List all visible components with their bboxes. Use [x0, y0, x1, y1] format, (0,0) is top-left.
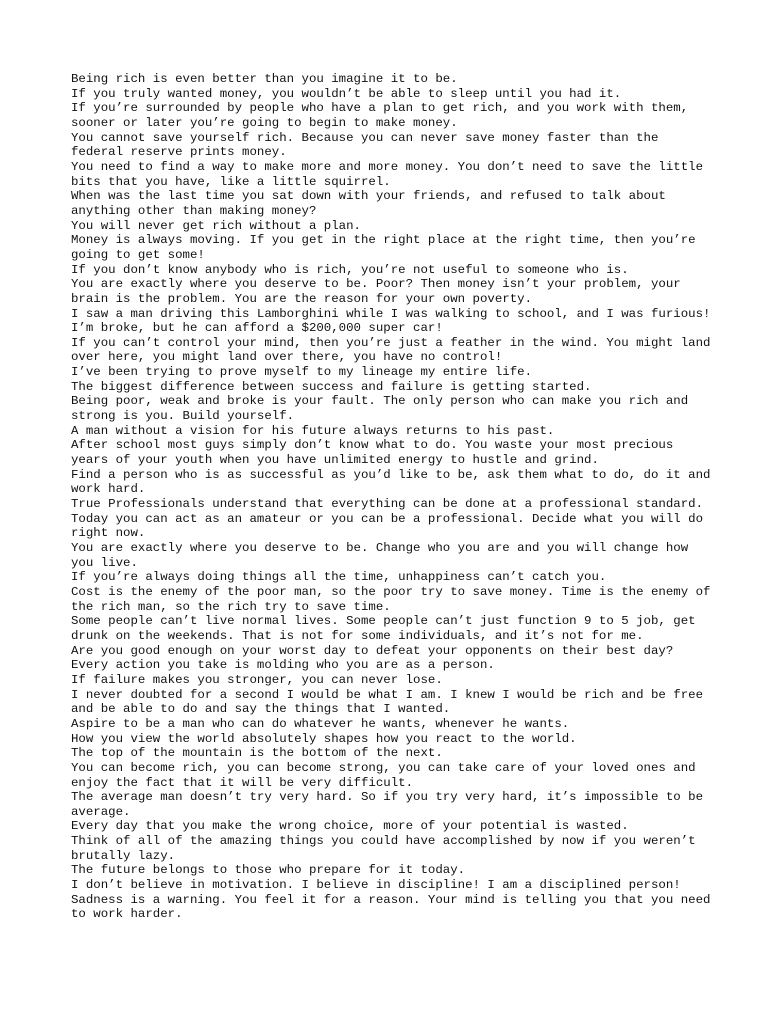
- document-body: [71, 72, 711, 922]
- quote-line: I saw a man driving this Lamborghini while I was walking to school, and I was furious! I’m broke, but he can afford a $200,000 super car!: [71, 306, 711, 336]
- quote-line: When was the last time you sat down with your friends, and refused to talk about anything other than making money?: [71, 189, 666, 218]
- quote-line: You are exactly where you deserve to be. Change who you are and you will change how you live.: [71, 541, 689, 570]
- quote-line: Money is always moving. If you get in the right place at the right time, then you’re going to get some!: [71, 233, 696, 262]
- quote-line: If you don’t know anybody who is rich, you’re not useful to someone who is.: [71, 262, 629, 277]
- quote-line: A man without a vision for his future always returns to his past.: [71, 423, 555, 438]
- quote-line: I never doubted for a second I would be what I am. I knew I would be rich and be free and be able to do and say the things that I wanted.: [71, 687, 704, 717]
- quote-line: Cost is the enemy of the poor man, so the poor try to save money. Time is the enemy of the rich man, so the rich try to save time.: [71, 584, 711, 614]
- quote-line: If you’re surrounded by people who have a plan to get rich, and you work with them, sooner or later you’re going to begin to make money.: [71, 101, 689, 130]
- quote-line: Some people can’t live normal lives. Some people can’t just function 9 to 5 job, get drunk on the weekends. That is not for some individuals, and it’s not for me.: [71, 614, 696, 643]
- quote-line: I’ve been trying to prove myself to my lineage my entire life.: [71, 365, 533, 380]
- quote-line: You are exactly where you deserve to be. Poor? Then money isn’t your problem, your brain is the problem. You are the reason for your own poverty.: [71, 277, 681, 306]
- quote-line: Are you good enough on your worst day to defeat your opponents on their best day?: [71, 643, 674, 658]
- quote-line: If you truly wanted money, you wouldn’t be able to sleep until you had it.: [71, 86, 622, 101]
- quote-line: After school most guys simply don’t know what to do. You waste your most precious years of your youth when you have unlimited energy to hustle and grind.: [71, 438, 674, 468]
- quote-line: If you can’t control your mind, then you’re just a feather in the wind. You might land over here, you might land over there, you have no control!: [71, 335, 711, 365]
- quote-line: Every action you take is molding who you are as a person.: [71, 658, 495, 673]
- quote-line: You need to find a way to make more and more money. You don’t need to save the little bits that you have, like a little squirrel.: [71, 159, 704, 189]
- quote-line: Find a person who is as successful as you’d like to be, ask them what to do, do it and work hard.: [71, 467, 711, 497]
- quote-line: Sadness is a warning. You feel it for a reason. Your mind is telling you that you need to work harder.: [71, 892, 711, 922]
- quote-line: Aspire to be a man who can do whatever he wants, whenever he wants.: [71, 716, 570, 731]
- quote-line: Being poor, weak and broke is your fault. The only person who can make you rich and strong is you. Build yourself.: [71, 394, 689, 424]
- quote-line: True Professionals understand that everything can be done at a professional standard.: [71, 497, 704, 512]
- quote-line: How you view the world absolutely shapes how you react to the world.: [71, 731, 577, 746]
- quote-line: Today you can act as an amateur or you can be a professional. Decide what you will do right now.: [71, 511, 704, 541]
- quote-line: The future belongs to those who prepare for it today.: [71, 863, 466, 878]
- quote-line: If you’re always doing things all the time, unhappiness can’t catch you.: [71, 570, 607, 585]
- quote-line: You cannot save yourself rich. Because you can never save money faster than the federal reserve prints money.: [71, 130, 659, 160]
- quote-line: I don’t believe in motivation. I believe in discipline! I am a disciplined person!: [71, 878, 681, 893]
- quote-line: Being rich is even better than you imagine it to be.: [71, 72, 458, 86]
- quote-line: You can become rich, you can become strong, you can take care of your loved ones and enjoy the fact that it will be very difficult.: [71, 760, 696, 790]
- quote-line: The biggest difference between success and failure is getting started.: [71, 379, 592, 394]
- quote-line: The top of the mountain is the bottom of the next.: [71, 746, 443, 761]
- quote-line: You will never get rich without a plan.: [71, 218, 361, 233]
- quote-line: If failure makes you stronger, you can never lose.: [71, 672, 443, 687]
- quote-line: Every day that you make the wrong choice, more of your potential is wasted.: [71, 819, 629, 834]
- quote-line: Think of all of the amazing things you could have accomplished by now if you weren’t brutally lazy.: [71, 834, 696, 863]
- quote-line: The average man doesn’t try very hard. So if you try very hard, it’s impossible to be average.: [71, 790, 704, 819]
